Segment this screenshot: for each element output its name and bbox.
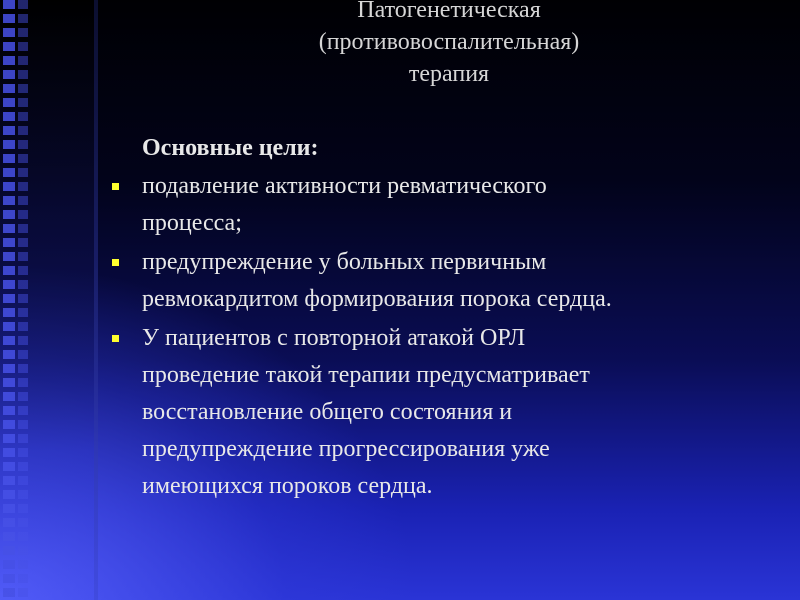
bullet-item [104,168,784,242]
bullet-item [104,320,784,505]
bullet-line: восстановление общего состояния и [142,399,513,425]
filmstrip-border [0,0,98,600]
bullet-line: процесса; [142,210,242,236]
bullet-item [104,244,784,318]
bullet-line: имеющихся пороков сердца. [142,473,433,499]
filmstrip-edge [94,0,98,600]
bullet-line: ревмокардитом формирования порока сердца. [142,286,612,312]
bullet-line: проведение такой терапии предусматривает [142,362,590,388]
slide-body [104,130,784,507]
section-heading: Основные цели: [142,135,319,161]
filmstrip-perforation [3,0,15,600]
filmstrip-perforation-inner [18,0,28,600]
title-line: Патогенетическая [357,0,541,23]
bullet-line: предупреждение прогрессирования уже [142,436,550,462]
slide-title [98,0,800,90]
bullet-line: подавление активности ревматического [142,173,547,199]
title-line: (противовоспалительная) [318,29,580,55]
square-bullet-icon [112,259,119,266]
square-bullet-icon [112,335,119,342]
bullet-line: У пациентов с повторной атакой ОРЛ [142,325,526,351]
square-bullet-icon [112,183,119,190]
title-line: терапия [408,61,490,87]
bullet-line: предупреждение у больных первичным [142,249,547,275]
